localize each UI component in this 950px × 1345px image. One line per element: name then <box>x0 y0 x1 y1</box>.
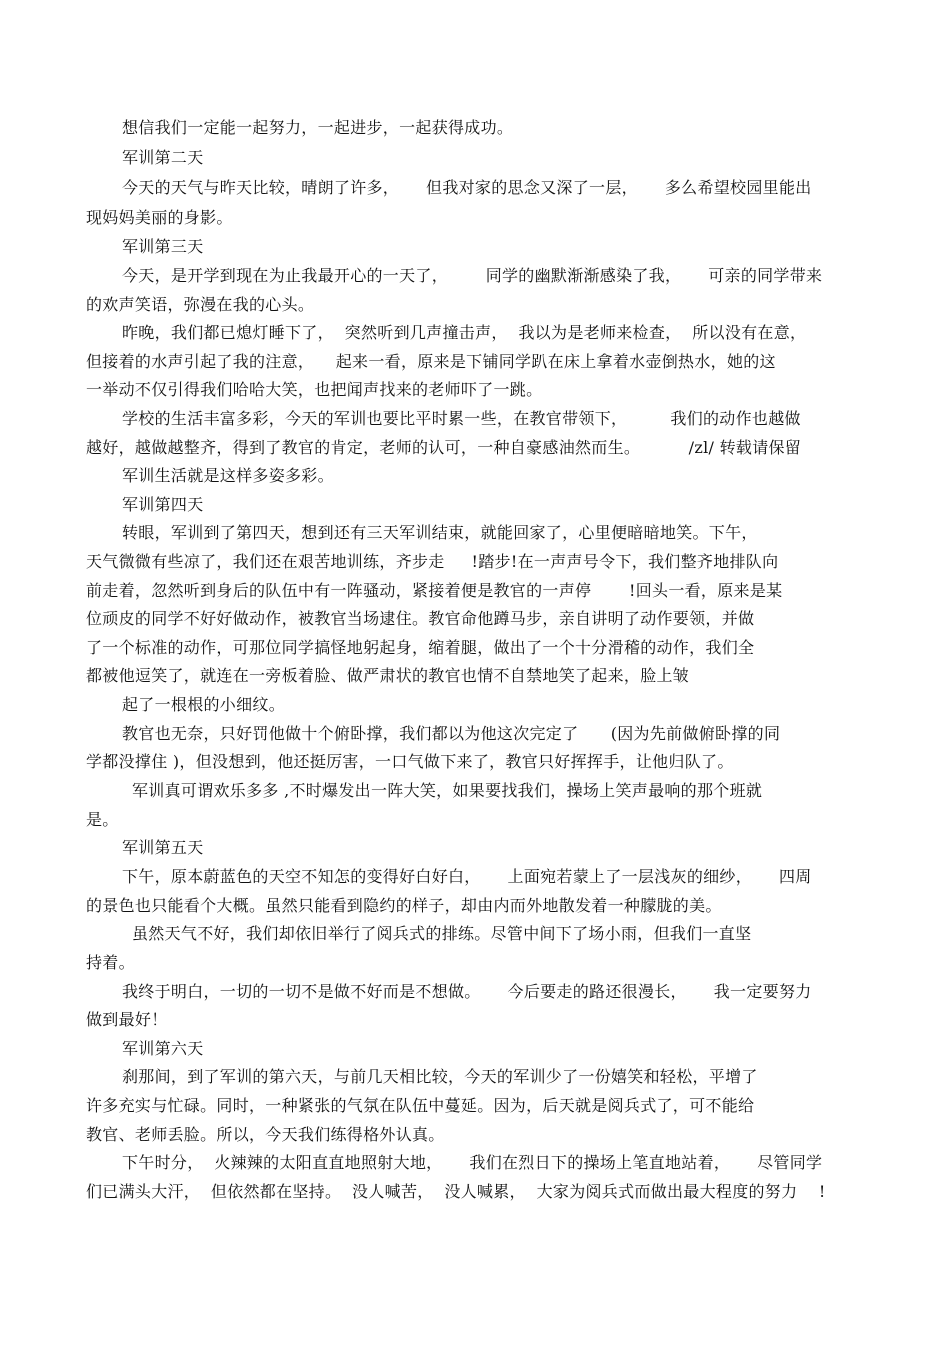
text-line-30: 持着。 <box>86 953 135 972</box>
section-heading-day-5: 军训第五天 <box>122 838 204 857</box>
text-line-20: 都被他逗笑了，就连在一旁板着脸、做严肃状的教官也情不自禁地笑了起来，脸上皱 <box>86 666 690 685</box>
text-line-23: 学都没撑住 )，但没想到，他还挺厉害，一口气做下来了，教官只好挥挥手，让他归队了。 <box>86 752 734 771</box>
text-line-6: 今天，是开学到现在为止我最开心的一天了， 同学的幽默渐渐感染了我， 可亲的同学带来 <box>122 266 823 285</box>
text-line-16: 天气微微有些凉了，我们还在艰苦地训练，齐步走 !踏步!在一声声号令下，我们整齐地排队向 <box>86 552 779 571</box>
text-line-27: 下午，原本蔚蓝色的天空不知怎的变得好白好白， 上面宛若蒙上了一层浅灰的细纱， 四周 <box>122 867 812 886</box>
text-line-7: 的欢声笑语，弥漫在我的心头。 <box>86 295 315 314</box>
section-heading-day-3: 军训第三天 <box>122 237 204 256</box>
text-line-12: 越好，越做越整齐，得到了教官的肯定，老师的认可，一种自豪感油然而生。 /zl/ 转载请保留 <box>86 438 802 457</box>
text-line-28: 的景色也只能看个大概。虽然只能看到隐约的样子，却由内而外地散发着一种朦胧的美。 <box>86 896 722 915</box>
section-heading-day-4: 军训第四天 <box>122 495 204 514</box>
text-line-19: 了一个标准的动作，可那位同学搞怪地躬起身，缩着腿，做出了一个十分滑稽的动作，我们全 <box>86 638 755 657</box>
text-line-25: 是。 <box>86 810 119 829</box>
text-line-29: 虽然天气不好，我们却依旧举行了阅兵式的排练。尽管中间下了场小雨，但我们一直坚 <box>132 924 752 943</box>
text-line-9: 但接着的水声引起了我的注意， 起来一看，原来是下铺同学趴在床上拿着水壶倒热水，她的这 <box>86 352 776 371</box>
text-line-11: 学校的生活丰富多彩，今天的军训也要比平时累一些，在教官带领下， 我们的动作也越做 <box>122 409 801 428</box>
text-line-32: 做到最好！ <box>86 1010 168 1029</box>
text-line-1: 想信我们一定能一起努力，一起进步，一起获得成功。 <box>122 118 514 137</box>
text-line-3: 今天的天气与昨天比较，晴朗了许多， 但我对家的思念又深了一层， 多么希望校园里能出 <box>122 178 812 197</box>
text-line-36: 教官、老师丢脸。所以，今天我们练得格外认真。 <box>86 1125 445 1144</box>
text-line-8: 昨晚，我们都已熄灯睡下了， 突然听到几声撞击声， 我以为是老师来检查， 所以没有在意， <box>122 323 807 342</box>
text-line-37: 下午时分， 火辣辣的太阳直直地照射大地， 我们在烈日下的操场上笔直地站着， 尽管同学 <box>122 1153 823 1172</box>
text-line-4: 现妈妈美丽的身影。 <box>86 208 233 227</box>
text-line-15: 转眼，军训到了第四天，想到还有三天军训结束，就能回家了，心里便暗暗地笑。下午， <box>122 523 758 542</box>
text-line-38: 们已满头大汗， 但依然都在坚持。 没人喊苦， 没人喊累， 大家为阅兵式而做出最大程度的努力 ! <box>86 1182 826 1201</box>
text-line-24: 军训真可谓欢乐多多 ,不时爆发出一阵大笑，如果要找我们，操场上笑声最响的那个班就 <box>132 781 763 800</box>
text-line-21: 起了一根根的小细纹。 <box>122 695 286 714</box>
section-heading-day-2: 军训第二天 <box>122 148 204 167</box>
text-line-22: 教官也无奈，只好罚他做十个俯卧撑，我们都以为他这次完定了 (因为先前做俯卧撑的同 <box>122 724 781 743</box>
section-heading-day-6: 军训第六天 <box>122 1039 204 1058</box>
text-line-31: 我终于明白，一切的一切不是做不好而是不想做。 今后要走的路还很漫长， 我一定要努力 <box>122 982 812 1001</box>
text-line-35: 许多充实与忙碌。同时，一种紧张的气氛在队伍中蔓延。因为，后天就是阅兵式了，可不能给 <box>86 1096 755 1115</box>
text-line-34: 刹那间，到了军训的第六天，与前几天相比较，今天的军训少了一份嬉笑和轻松，平增了 <box>122 1067 758 1086</box>
text-line-13: 军训生活就是这样多姿多彩。 <box>122 466 334 485</box>
text-line-10: 一举动不仅引得我们哈哈大笑，也把闻声找来的老师吓了一跳。 <box>86 380 543 399</box>
text-line-17: 前走着，忽然听到身后的队伍中有一阵骚动，紧接着便是教官的一声停 !回头一看，原来是某 <box>86 581 783 600</box>
text-line-18: 位顽皮的同学不好好做动作，被教官当场逮住。教官命他蹲马步，亲自讲明了动作要领，并做 <box>86 609 755 628</box>
